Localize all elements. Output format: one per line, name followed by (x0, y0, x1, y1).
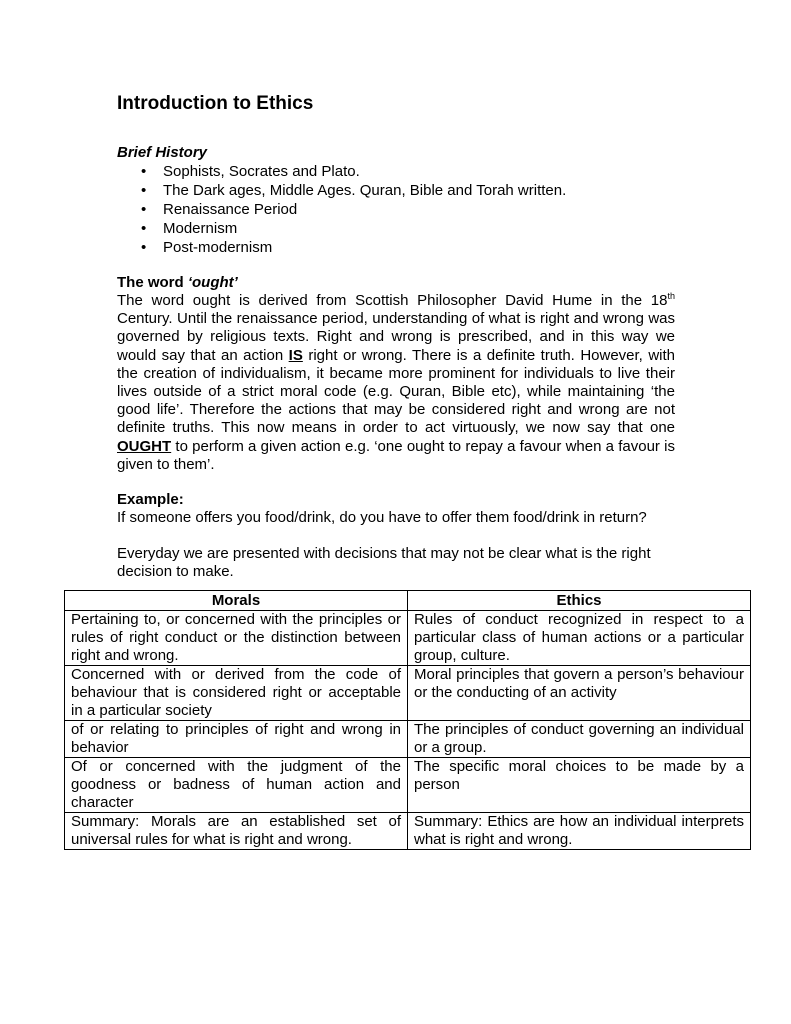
paragraph-text: Century. Until the renaissance period, understanding of what is right and wrong was governed by religious texts. Right and wrong is prescribed, and in this way we would say that an action (117, 310, 675, 364)
history-list (117, 162, 675, 257)
table-cell: The specific moral choices to be made by a person (408, 758, 751, 813)
paragraph-text: right or wrong. There is a definite truth. However, with the creation of individualism, it became more prominent for individuals to live their lives outside of a strict moral code (e.g. Quran, Bible etc), while maintaining ‘the good life’. Therefore the actions that may be considered right and wrong are not definite truths. This now means in order to act virtuously, we now say that one (117, 346, 675, 437)
table-row (65, 666, 751, 721)
table-row (65, 721, 751, 758)
emphasis-is: IS (288, 346, 303, 364)
paragraph-text: The word ought is derived from Scottish Philosopher David Hume in the 18 (117, 292, 668, 309)
list-item-text: Post-modernism (163, 239, 273, 256)
bullet-icon: • (141, 220, 147, 237)
table-cell: of or relating to principles of right and wrong in behavior (65, 721, 408, 758)
bullet-icon: • (141, 163, 147, 180)
morals-ethics-table (64, 590, 751, 850)
list-item (117, 200, 675, 219)
document-page (117, 92, 675, 581)
ought-heading-word: ‘ought’ (187, 274, 238, 291)
list-item-text: The Dark ages, Middle Ages. Quran, Bible and Torah written. (163, 182, 567, 199)
list-item-text: Sophists, Socrates and Plato. (163, 163, 360, 180)
table-header-row (65, 591, 751, 611)
table-cell: Rules of conduct recognized in respect to a particular class of human actions or a particular group, culture. (408, 611, 751, 666)
list-item (117, 181, 675, 200)
example-heading: Example: (117, 491, 184, 509)
superscript: th (667, 291, 675, 301)
table-row (65, 611, 751, 666)
ought-heading (117, 274, 675, 292)
page-title: Introduction to Ethics (117, 93, 314, 114)
bullet-icon: • (141, 239, 147, 256)
list-item-text: Modernism (163, 220, 238, 237)
bullet-icon: • (141, 201, 147, 218)
table-row (65, 813, 751, 850)
table-row (65, 758, 751, 813)
example-question: If someone offers you food/drink, do you have to offer them food/drink in return? (117, 509, 647, 527)
table-cell: The principles of conduct governing an individual or a group. (408, 721, 751, 758)
table-cell: Summary: Ethics are how an individual interprets what is right and wrong. (408, 813, 751, 850)
ought-paragraph (117, 292, 675, 474)
table-cell: Moral principles that govern a person’s behaviour or the conducting of an activity (408, 666, 751, 721)
table-cell: Summary: Morals are an established set of universal rules for what is right and wrong. (65, 813, 408, 850)
list-item (117, 219, 675, 238)
emphasis-ought: OUGHT (117, 437, 172, 455)
table-cell: Pertaining to, or concerned with the principles or rules of right conduct or the distinction between right and wrong. (65, 611, 408, 666)
ought-heading-prefix: The word (117, 274, 188, 291)
column-header-morals: Morals (65, 591, 408, 611)
table-cell: Concerned with or derived from the code of behaviour that is considered right or acceptable in a particular society (65, 666, 408, 721)
example-note: Everyday we are presented with decisions that may not be clear what is the right decision to make. (117, 545, 651, 581)
column-header-ethics: Ethics (408, 591, 751, 611)
paragraph-text: to perform a given action e.g. ‘one ought to repay a favour when a favour is given to them’. (117, 437, 675, 473)
brief-history-heading: Brief History (117, 144, 208, 161)
list-item (117, 238, 675, 257)
table-cell: Of or concerned with the judgment of the goodness or badness of human action and character (65, 758, 408, 813)
bullet-icon: • (141, 182, 147, 199)
list-item-text: Renaissance Period (163, 201, 298, 218)
list-item (117, 162, 675, 181)
